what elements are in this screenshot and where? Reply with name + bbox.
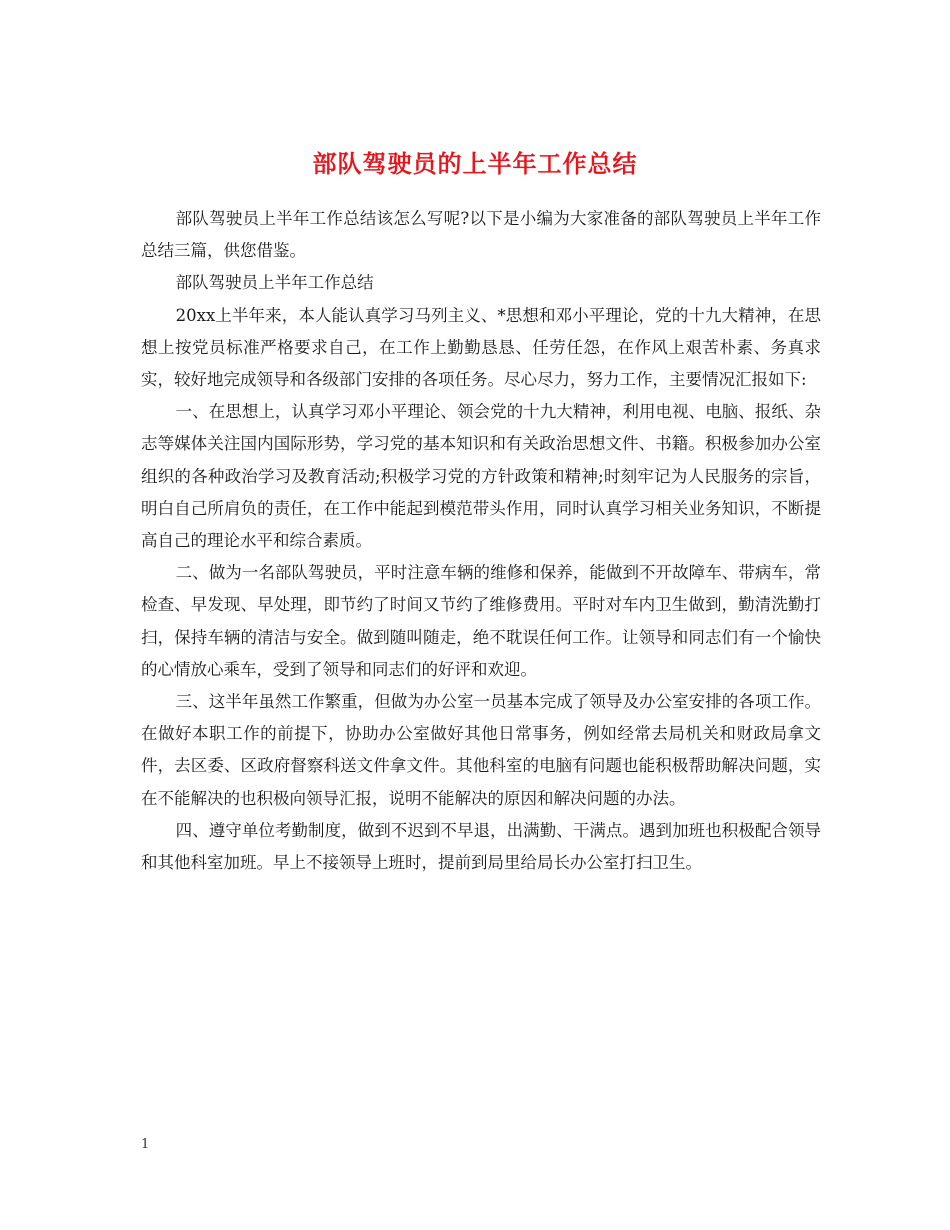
page-number: 1 [141,1137,150,1152]
paragraph-overview: 20xx上半年来，本人能认真学习马列主义、*思想和邓小平理论，党的十九大精神，在思想上按党员标准严格要求自己，在工作上勤勤恳恳、任劳任怨，在作风上艰苦朴素、务真求实，较好地完成领导和各级部门安排的各项任务。尽心尽力，努力工作，主要情况汇报如下: [141,305,821,390]
paragraph-section-1: 一、在思想上，认真学习邓小平理论、领会党的十九大精神，利用电视、电脑、报纸、杂志等媒体关注国内国际形势，学习党的基本知识和有关政治思想文件、书籍。积极参加办公室组织的各种政治学习及教育活动;积极学习党的方针政策和精神;时刻牢记为人民服务的宗旨，明白自己所肩负的责任，在工作中能起到模范带头作用，同时认真学习相关业务知识，不断提高自己的理论水平和综合素质。 [141,402,821,551]
document-title: 部队驾驶员的上半年工作总结 [312,150,638,179]
paragraph-intro: 部队驾驶员上半年工作总结该怎么写呢?以下是小编为大家准备的部队驾驶员上半年工作总结三篇，供您借鉴。 [141,209,821,261]
paragraph-subtitle: 部队驾驶员上半年工作总结 [175,273,374,293]
paragraph-section-2: 二、做为一名部队驾驶员，平时注意车辆的维修和保养，能做到不开故障车、带病车，常检查、早发现、早处理，即节约了时间又节约了维修费用。平时对车内卫生做到，勤清洗勤打扫，保持车辆的清洁与安全。做到随叫随走，绝不耽误任何工作。让领导和同志们有一个愉快的心情放心乘车，受到了领导和同志们的好评和欢迎。 [141,563,821,679]
paragraph-section-4: 四、遵守单位考勤制度，做到不迟到不早退，出满勤、干满点。遇到加班也积极配合领导和其他科室加班。早上不接领导上班时，提前到局里给局长办公室打扫卫生。 [141,820,821,873]
paragraph-section-3: 三、这半年虽然工作繁重，但做为办公室一员基本完成了领导及办公室安排的各项工作。在做好本职工作的前提下，协助办公室做好其他日常事务，例如经常去局机关和财政局拿文件，去区委、区政府督察科送文件拿文件。其他科室的电脑有问题也能积极帮助解决问题，实在不能解决的也积极向领导汇报，说明不能解决的原因和解决问题的办法。 [141,692,821,808]
document-body [141,203,821,879]
